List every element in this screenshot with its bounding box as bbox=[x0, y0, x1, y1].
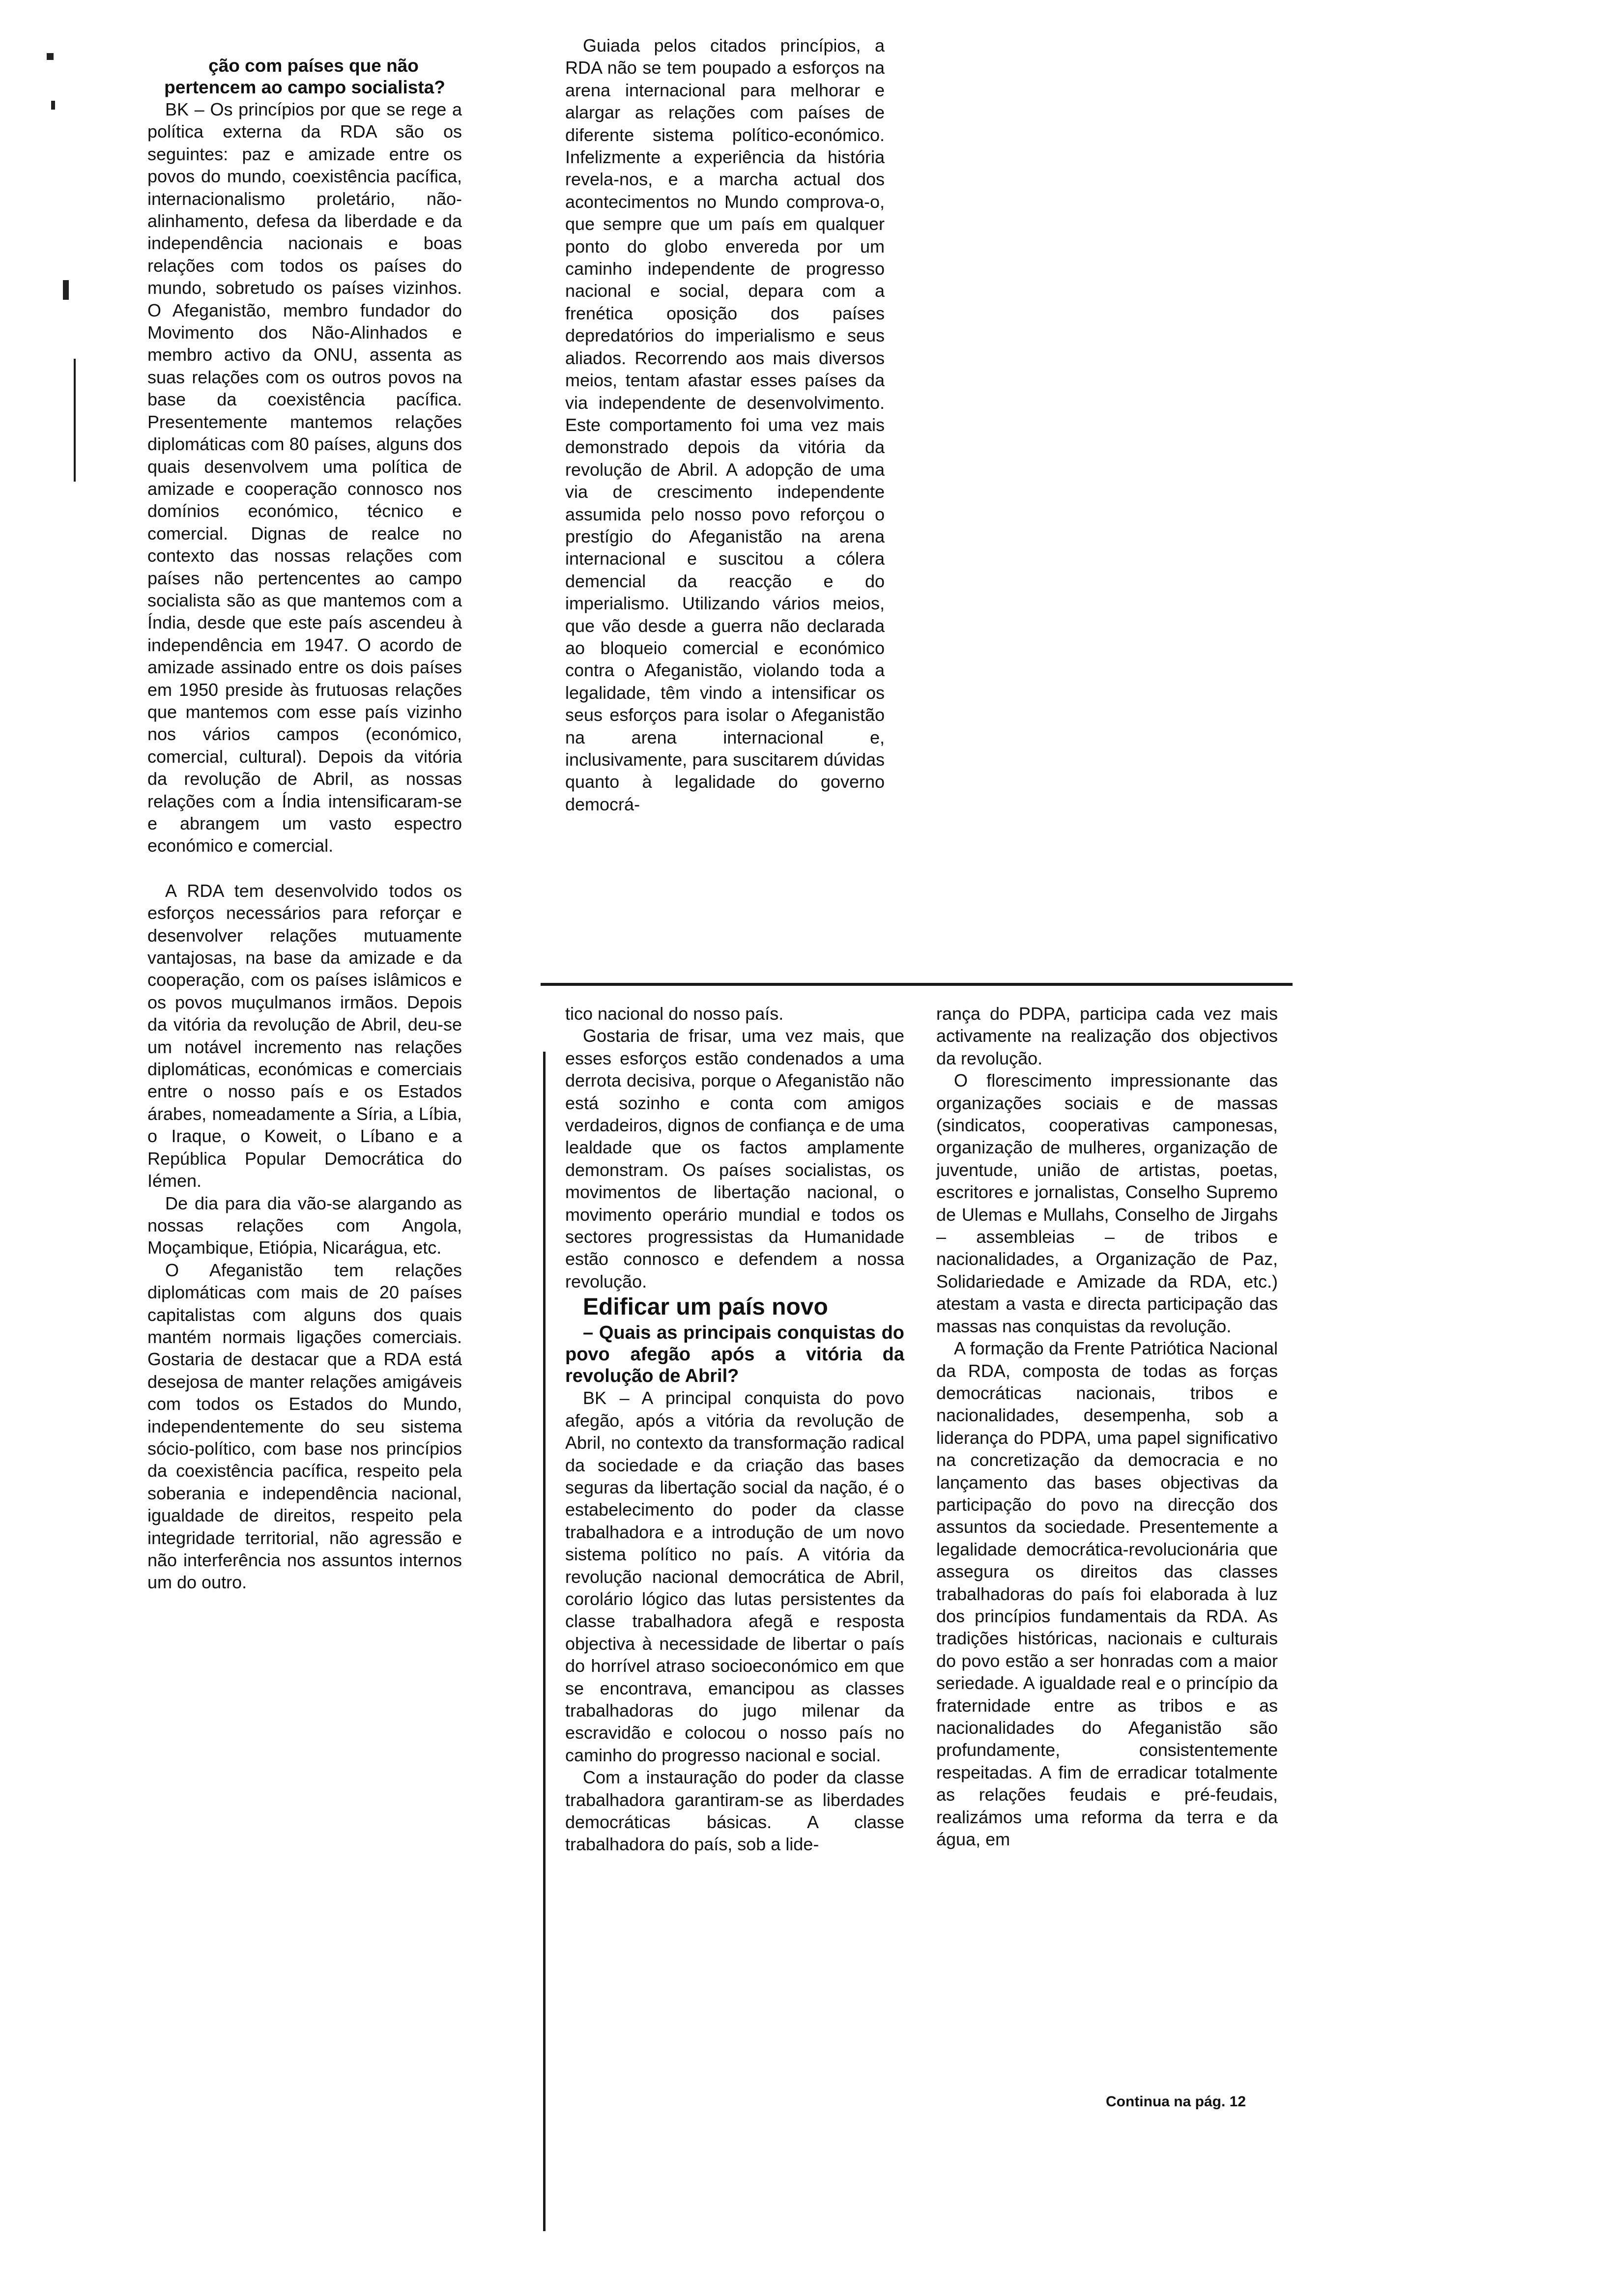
paragraph: Gostaria de frisar, uma vez mais, que esses esforços estão condenados a uma derrota decisiva, porque o Afeganistão não está sozinho e conta com amigos verdadeiros, dignos de confiança e de uma lealdade que os factos amplamente demonstram. Os países socialistas, os movimentos de libertação nacional, o movimento operário mundial e todos os sectores progressistas da Humanidade estão connosco e defendem a nossa revolução. bbox=[565, 1026, 904, 1292]
column-1 bbox=[147, 55, 462, 1594]
paragraph: A RDA tem desenvolvido todos os esforços necessários para reforçar e desenvolver relações mutuamente vantajosas, na base da amizade e da cooperação, com os países islâmicos e os povos muçulmanos irmãos. Depois da vitória da revolução de Abril, deu-se um notável incremento nas relações diplomáticas, económicas e comerciais entre o nosso país e os Estados árabes, nomeadamente a Síria, a Líbia, o Iraque, o Koweit, o Líbano e a República Popular Democrática do Iémen. bbox=[147, 880, 462, 1191]
column-3 bbox=[565, 1003, 904, 1856]
paragraph: Guiada pelos citados princípios, a RDA não se tem poupado a esforços na arena internacional para melhorar e alargar as relações com países de diferente sistema político-económico. Infelizmente a experiência da história revela-nos, e a marcha actual dos acontecimentos no Mundo comprova-o, que sempre que um país em qualquer ponto do globo envereda por um caminho independente de progresso nacional e social, depara com a frenética oposição dos países depredatórios do imperialismo e seus aliados. Recorrendo aos mais diversos meios, tentam afastar esses países da via independente de desenvolvimento. Este comportamento foi uma vez mais demonstrado depois da vitória da revolução de Abril. A adopção de uma via de crescimento independente assumida pelo nosso povo reforçou o prestígio do Afeganistão na arena internacional e suscitou a cólera demencial da reacção e do imperialismo. Utilizando vários meios, que vão desde a guerra não declarada ao bloqueio comercial e económico contra o Afeganistão, violando toda a legalidade, têm vindo a intensificar os seus esforços para isolar o Afeganistão na arena internacional e, inclusivamente, para suscitarem dúvidas quanto à legalidade do governo democrá- bbox=[565, 35, 885, 814]
scan-mark bbox=[63, 280, 69, 300]
continuation-note: Continua na pág. 12 bbox=[1106, 2094, 1246, 2110]
horizontal-rule bbox=[541, 983, 1293, 986]
interview-question: – Quais as principais conquistas do povo afegão após a vitória da revolução de Abril? bbox=[565, 1322, 904, 1387]
section-title: Edificar um país novo bbox=[583, 1294, 828, 1320]
left-margin-line bbox=[74, 359, 76, 482]
scan-mark bbox=[51, 101, 55, 110]
paragraph: BK – A principal conquista do povo afegão, após a vitória da revolução de Abril, no contexto da transformação radical da sociedade e da criação das bases seguras da libertação social da nação, é o estabelecimento do poder da classe trabalhadora e a introdução de um novo sistema político no país. A vitória da revolução nacional democrática de Abril, corolário lógico das lutas persistentes da classe trabalhadora afegã e resposta objectiva à necessidade de libertar o país do horrível atraso socioeconómico em que se encontrava, emancipou as classes trabalhadoras do jugo milenar da escravidão e colocou o nosso país no caminho do progresso nacional e social. bbox=[565, 1388, 904, 1765]
paragraph: O Afeganistão tem relações diplomáticas com mais de 20 países capitalistas com alguns dos quais mantém normais ligações comerciais. Gostaria de destacar que a RDA está desejosa de manter relações amigáveis com todos os Estados do Mundo, independentemente do seu sistema sócio-político, com base nos princípios da coexistência pacífica, respeito pela soberania e independência nacional, igualdade de direitos, respeito pela integridade territorial, não agressão e não interferência nos assuntos internos um do outro. bbox=[147, 1260, 462, 1593]
paragraph: O florescimento impressionante das organizações sociais e de massas (sindicatos, cooperativas camponesas, organização de mulheres, organização de juventude, união de artistas, poetas, escritores e jornalistas, Conselho Supremo de Ulemas e Mullahs, Conselho de Jirgahs – assembleias – de tribos e nacionalidades, a Organização de Paz, Solidariedade e Amizade da RDA, etc.) atestam a vasta e directa participação das massas nas conquistas da revolução. bbox=[936, 1070, 1278, 1336]
column-4 bbox=[936, 1003, 1278, 1850]
paragraph: BK – Os princípios por que se rege a política externa da RDA são os seguintes: paz e amizade entre os povos do mundo, coexistência pacífica, internacionalismo proletário, não-alinhamento, defesa da liberdade e da independência nacionais e boas relações com todos os países do mundo, sobretudo os países vizinhos. O Afeganistão, membro fundador do Movimento dos Não-Alinhados e membro activo da ONU, assenta as suas relações com os outros povos na base da coexistência pacífica. Presentemente mantemos relações diplomáticas com 80 países, alguns dos quais desenvolvem uma política de amizade e cooperação connosco nos domínios económico, técnico e comercial. Dignas de realce no contexto das nossas relações com países não pertencentes ao campo socialista são as que mantemos com a Índia, desde que este país ascendeu à independência em 1947. O acordo de amizade assinado entre os dois países em 1950 preside às frutuosas relações que mantemos com esse país vizinho nos vários campos (económico, comercial, cultural). Depois da vitória da revolução de Abril, as nossas relações com a Índia intensificaram-se e abrangem um vasto espectro económico e comercial. bbox=[147, 99, 462, 856]
paragraph: Com a instauração do poder da classe trabalhadora garantiram-se as liberdades democráticas básicas. A classe trabalhadora do país, sob a lide- bbox=[565, 1767, 904, 1855]
paragraph: rança do PDPA, participa cada vez mais activamente na realização dos objectivos da revolução. bbox=[936, 1004, 1278, 1068]
paragraph: De dia para dia vão-se alargando as nossas relações com Angola, Moçambique, Etiópia, Nicarágua, etc. bbox=[147, 1193, 462, 1258]
paragraph: A formação da Frente Patriótica Nacional da RDA, composta de todas as forças democráticas nacionais, tribos e nacionalidades, desempenha, sob a liderança do PDPA, uma papel significativo na concretização da democracia e no lançamento das bases objectivas da participação do povo na direcção dos assuntos da sociedade. Presentemente a legalidade democrática-revolucionária que assegura os direitos das classes trabalhadoras do país foi elaborada à luz dos princípios fundamentais da RDA. As tradições históricas, nacionais e culturais do povo estão a ser honradas com a maior seriedade. A igualdade real e o princípio da fraternidade entre as tribos e as nacionalidades do Afeganistão são profundamente, consistentemente respeitadas. A fim de erradicar totalmente as relações feudais e pré-feudais, realizámos uma reforma da terra e da água, em bbox=[936, 1338, 1278, 1850]
scan-mark bbox=[47, 53, 54, 60]
column-2 bbox=[565, 34, 885, 815]
column-divider bbox=[543, 1052, 546, 2231]
paragraph: tico nacional do nosso país. bbox=[565, 1004, 784, 1024]
continued-question: ção com países que não pertencem ao campo socialista? bbox=[164, 56, 445, 97]
